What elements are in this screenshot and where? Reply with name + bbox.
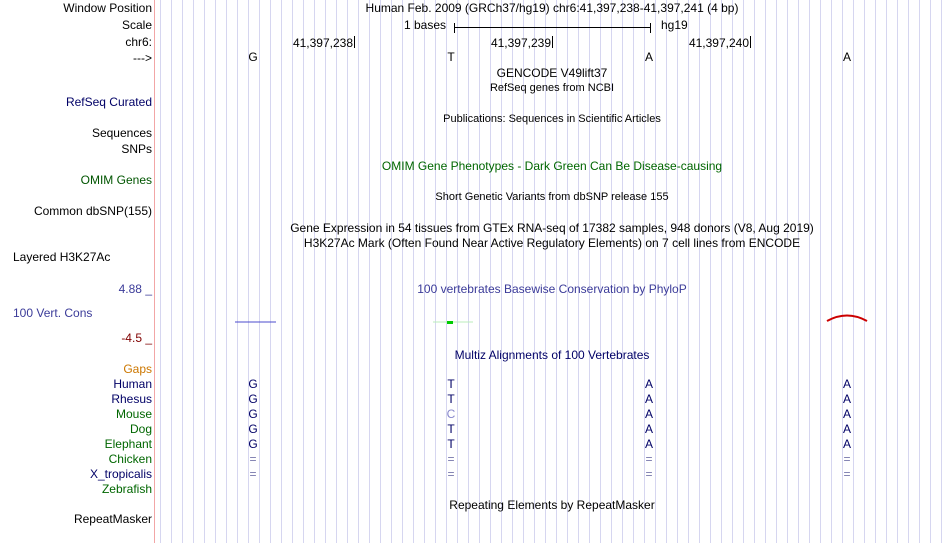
alignment-base: =: [249, 467, 257, 481]
guideline: [314, 0, 315, 543]
phylop-bar-a: [827, 316, 867, 322]
guideline: [281, 0, 282, 543]
guideline: [831, 0, 832, 543]
guideline: [732, 0, 733, 543]
scale-bases-text: 1 bases: [404, 18, 447, 32]
guideline: [677, 0, 678, 543]
guideline: [237, 0, 238, 543]
track-label-sequences[interactable]: Sequences: [91, 126, 152, 140]
publications-track-title[interactable]: Publications: Sequences in Scientific Articles: [443, 113, 661, 125]
guideline: [479, 0, 480, 543]
guideline: [413, 0, 414, 543]
phylop-min-label: -4.5 _: [121, 331, 152, 345]
alignment-base: A: [842, 377, 851, 391]
phylop-conservation-plot[interactable]: [155, 305, 950, 335]
browser-image-panel[interactable]: [155, 0, 950, 543]
alignment-base: G: [248, 437, 258, 451]
alignment-base: A: [842, 392, 851, 406]
track-label-repeatmasker[interactable]: RepeatMasker: [73, 512, 152, 526]
guideline: [666, 0, 667, 543]
guideline: [622, 0, 623, 543]
guideline: [259, 0, 260, 543]
h3k27ac-track-title[interactable]: H3K27Ac Mark (Often Found Near Active Regulatory Elements) on 7 cell lines from ENCODE: [303, 236, 801, 250]
phylop-max-label: 4.88 _: [118, 282, 152, 296]
guideline: [710, 0, 711, 543]
guideline: [347, 0, 348, 543]
guideline: [787, 0, 788, 543]
species-label-human[interactable]: Human: [113, 377, 152, 391]
alignment-base: T: [447, 392, 455, 406]
guideline: [930, 0, 931, 543]
guideline: [160, 0, 161, 543]
guideline: [886, 0, 887, 543]
guideline: [655, 0, 656, 543]
guideline: [182, 0, 183, 543]
alignment-base: A: [644, 422, 653, 436]
guideline: [424, 0, 425, 543]
coordinate-label: 41,397,240: [688, 36, 749, 50]
track-label-common-dbsnp[interactable]: Common dbSNP(155): [33, 204, 152, 218]
coordinate-tick: [552, 36, 553, 48]
guideline: [776, 0, 777, 543]
gencode-track-title[interactable]: GENCODE V49lift37: [496, 66, 608, 80]
window-position-text: Human Feb. 2009 (GRCh37/hg19) chr6:41,397,238-41,397,241 (4 bp): [365, 1, 739, 15]
guideline: [699, 0, 700, 543]
guideline: [688, 0, 689, 543]
guideline: [633, 0, 634, 543]
guideline: [853, 0, 854, 543]
species-label-chicken[interactable]: Chicken: [108, 452, 152, 466]
guideline: [358, 0, 359, 543]
repeatmasker-track-title[interactable]: Repeating Elements by RepeatMasker: [449, 498, 655, 512]
guideline: [270, 0, 271, 543]
guideline: [292, 0, 293, 543]
alignment-base: T: [447, 377, 455, 391]
guideline: [919, 0, 920, 543]
track-label-100-vert-cons[interactable]: 100 Vert. Cons: [13, 306, 93, 320]
coordinate-tick: [750, 36, 751, 48]
scale-bar: [454, 23, 651, 33]
alignment-base: T: [447, 437, 455, 451]
sequence-base: A: [842, 50, 851, 64]
guideline: [864, 0, 865, 543]
track-label-layered-h3k27ac[interactable]: Layered H3K27Ac: [13, 250, 111, 264]
guideline: [336, 0, 337, 543]
alignment-base: =: [843, 467, 851, 481]
assembly-label: hg19: [661, 18, 688, 32]
guideline: [193, 0, 194, 543]
guideline: [809, 0, 810, 543]
species-label-zebrafish[interactable]: Zebrafish: [101, 482, 152, 496]
alignment-base: A: [842, 407, 851, 421]
guideline: [468, 0, 469, 543]
alignment-base: G: [248, 422, 258, 436]
track-label-refseq-curated[interactable]: RefSeq Curated: [65, 95, 152, 109]
alignment-base: =: [645, 452, 653, 466]
omim-track-title[interactable]: OMIM Gene Phenotypes - Dark Green Can Be Disease-causing: [381, 159, 723, 173]
track-label-gaps[interactable]: Gaps: [123, 362, 152, 376]
alignment-base: =: [447, 452, 455, 466]
guideline: [941, 0, 942, 543]
guideline: [369, 0, 370, 543]
alignment-base: A: [644, 407, 653, 421]
coordinate-tick: [354, 36, 355, 48]
alignment-base: A: [842, 422, 851, 436]
alignment-base: G: [248, 392, 258, 406]
guideline: [325, 0, 326, 543]
phylop-bar-t: [447, 321, 453, 324]
alignment-base: =: [843, 452, 851, 466]
guideline: [435, 0, 436, 543]
alignment-base: A: [842, 437, 851, 451]
guideline: [402, 0, 403, 543]
guideline: [765, 0, 766, 543]
guideline: [457, 0, 458, 543]
multiz-track-title[interactable]: Multiz Alignments of 100 Vertebrates: [454, 348, 650, 362]
alignment-base: A: [644, 392, 653, 406]
species-label-rhesus[interactable]: Rhesus: [111, 392, 152, 406]
scale-label: Scale: [121, 18, 152, 32]
phylop-track-title[interactable]: 100 vertebrates Basewise Conservation by PhyloP: [417, 282, 687, 296]
gtex-track-title[interactable]: Gene Expression in 54 tissues from GTEx RNA-seq of 17382 samples, 948 donors (V8, Aug 2019): [290, 221, 814, 235]
guideline: [226, 0, 227, 543]
chromosome-label: chr6:: [125, 35, 152, 49]
alignment-base: G: [248, 377, 258, 391]
guideline: [391, 0, 392, 543]
guideline: [875, 0, 876, 543]
alignment-base: =: [447, 467, 455, 481]
track-labels-panel: [0, 0, 154, 543]
sequence-base: T: [447, 50, 455, 64]
species-label-mouse[interactable]: Mouse: [115, 407, 152, 421]
sequence-base: A: [644, 50, 653, 64]
guideline: [215, 0, 216, 543]
alignment-base: A: [644, 437, 653, 451]
track-label-snps[interactable]: SNPs: [121, 142, 152, 156]
guideline: [204, 0, 205, 543]
window-position-label: Window Position: [63, 1, 152, 15]
alignment-base: T: [447, 422, 455, 436]
guideline: [721, 0, 722, 543]
coordinate-label: 41,397,238: [292, 36, 353, 50]
species-label-x_tropicalis[interactable]: X_tropicalis: [89, 467, 152, 481]
guideline: [303, 0, 304, 543]
guideline: [380, 0, 381, 543]
alignment-base: C: [446, 407, 456, 421]
sequence-base: G: [248, 50, 258, 64]
alignment-base: A: [644, 377, 653, 391]
alignment-base: =: [249, 452, 257, 466]
refseq-track-subtitle[interactable]: RefSeq genes from NCBI: [489, 82, 615, 94]
track-label-omim-genes[interactable]: OMIM Genes: [80, 173, 152, 187]
species-label-dog[interactable]: Dog: [129, 422, 152, 436]
coordinate-label: 41,397,239: [490, 36, 551, 50]
guideline: [743, 0, 744, 543]
alignment-base: G: [248, 407, 258, 421]
guideline: [908, 0, 909, 543]
species-label-elephant[interactable]: Elephant: [104, 437, 152, 451]
alignment-base: =: [645, 467, 653, 481]
guideline: [820, 0, 821, 543]
guideline: [754, 0, 755, 543]
dbsnp-track-title[interactable]: Short Genetic Variants from dbSNP release 155: [435, 191, 669, 203]
guideline: [171, 0, 172, 543]
strand-label: --->: [133, 51, 152, 65]
guideline: [798, 0, 799, 543]
guideline: [897, 0, 898, 543]
